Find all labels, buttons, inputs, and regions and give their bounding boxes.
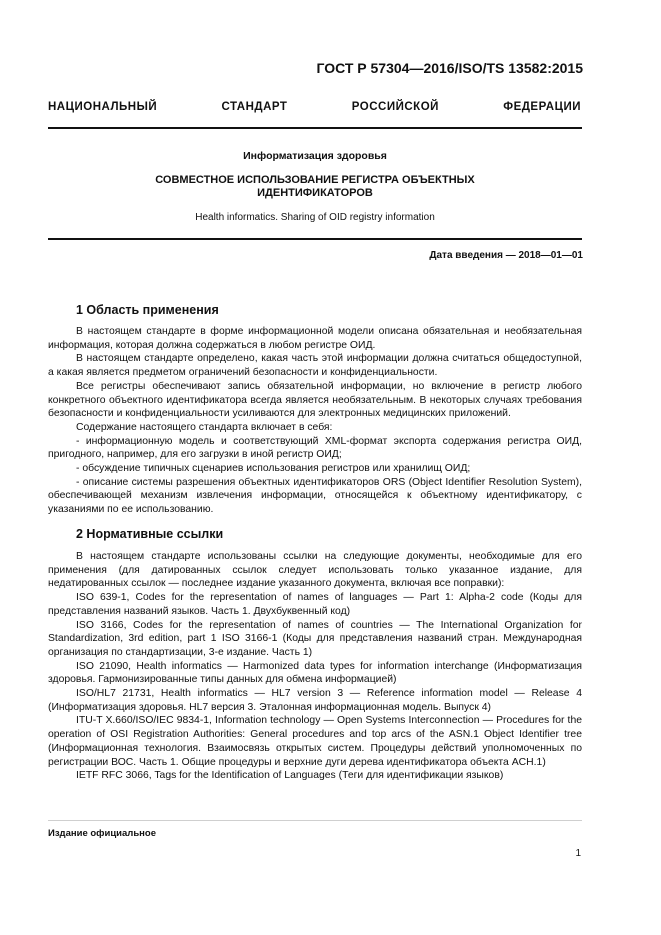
list-item: - информационную модель и соответствующий XML-формат экспорта содержания регистра ОИД, пригодного, например, для его загрузки в иной регистр ОИД;: [48, 435, 582, 461]
english-title: Health informatics. Sharing of OID registry information: [195, 212, 435, 223]
section-1-body: [48, 325, 582, 517]
section-1-heading: 1 Область применения: [76, 303, 219, 317]
reference-item: IETF RFC 3066, Tags for the Identification of Languages (Теги для идентификации языков): [76, 770, 504, 782]
document-code: ГОСТ Р 57304—2016/ISO/TS 13582:2015: [316, 60, 583, 76]
reference-item: ITU-T X.660/ISO/IEC 9834-1, Information technology — Open Systems Interconnection — Procedures for the operation of OSI Registration Authorities: General procedures and top arcs of the ASN.1 Object Identifier tree (Информационная технология. Взаимосвязь открытых систем. Процедуры действий уполномоченных по регистрации ВОС. Часть 1. Общие процедуры и верхние дуги дерева идентификатора объекта ACH.1): [48, 715, 582, 768]
page-number: 1: [575, 848, 581, 859]
paragraph: В настоящем стандарте определено, какая часть этой информации должна считаться общедоступной, а какая является предметом ограничений безопасности и конфиденциальности.: [48, 353, 582, 379]
main-title: [48, 174, 582, 200]
section-2-body: [48, 550, 582, 783]
reference-item: ISO/HL7 21731, Health informatics — HL7 version 3 — Reference information model — Release 4 (Информатизация здоровья. HL7 версия 3. Эталонная информационная модель. Выпуск 4): [48, 688, 582, 713]
reference-item: ISO 639-1, Codes for the representation of names of languages — Part 1: Alpha-2 code (Коды для представления названий языков. Часть 1. Двухбуквенный код): [48, 592, 582, 617]
national-standard-banner: НАЦИОНАЛЬНЫЙ СТАНДАРТ РОССИЙСКОЙ ФЕДЕРАЦИИ: [48, 101, 581, 113]
footer-divider: [48, 820, 582, 821]
official-edition-label: Издание официальное: [48, 828, 156, 839]
reference-item: ISO 21090, Health informatics — Harmonized data types for information interchange (Информатизация здоровья. Гармонизированные типы данных для обмена информацией): [48, 660, 582, 686]
list-item: - обсуждение типичных сценариев использования регистров или хранилищ ОИД;: [76, 463, 471, 475]
introduction-date: Дата введения — 2018—01—01: [429, 250, 583, 261]
reference-item: ISO 3166, Codes for the representation of names of countries — The International Organization for Standardization, 3rd edition, part 1 ISO 3166-1 (Коды для представления названий стран. Международная организация по стандартизации, 3-е издание. Часть 1): [48, 619, 582, 658]
paragraph: В настоящем стандарте использованы ссылки на следующие документы, необходимые для его применения (для датированных ссылок следует использовать только указанное издание, для недатированных ссылок — последнее издание указанного документа, включая все поправки):: [48, 551, 582, 590]
title-divider: [48, 238, 582, 240]
paragraph: Все регистры обеспечивают запись обязательной информации, но включение в регистр любого конкретного объектного идентификатора всегда является необязательным. В некоторых случаях требования безопасности и конфиденциальности усиливаются для электронных медицинских приложений.: [48, 380, 582, 420]
paragraph: Содержание настоящего стандарта включает в себя:: [76, 421, 333, 433]
list-item: - описание системы разрешения объектных идентификаторов ORS (Object Identifier Resolution System), обеспечивающей механизм извлечения информации, относящейся к объектному идентификатору, с указаниями по ее использованию.: [48, 476, 582, 516]
main-title-line-2: ИДЕНТИФИКАТОРОВ: [257, 187, 373, 199]
paragraph: В настоящем стандарте в форме информационной модели описана обязательная и необязательная информация, которая должна содержаться в любом регистре ОИД.: [48, 326, 582, 351]
main-title-line-1: СОВМЕСТНОЕ ИСПОЛЬЗОВАНИЕ РЕГИСТРА ОБЪЕКТНЫХ: [155, 174, 475, 186]
topic-title: Информатизация здоровья: [243, 150, 387, 162]
top-divider: [48, 127, 582, 129]
section-2-heading: 2 Нормативные ссылки: [76, 527, 224, 541]
